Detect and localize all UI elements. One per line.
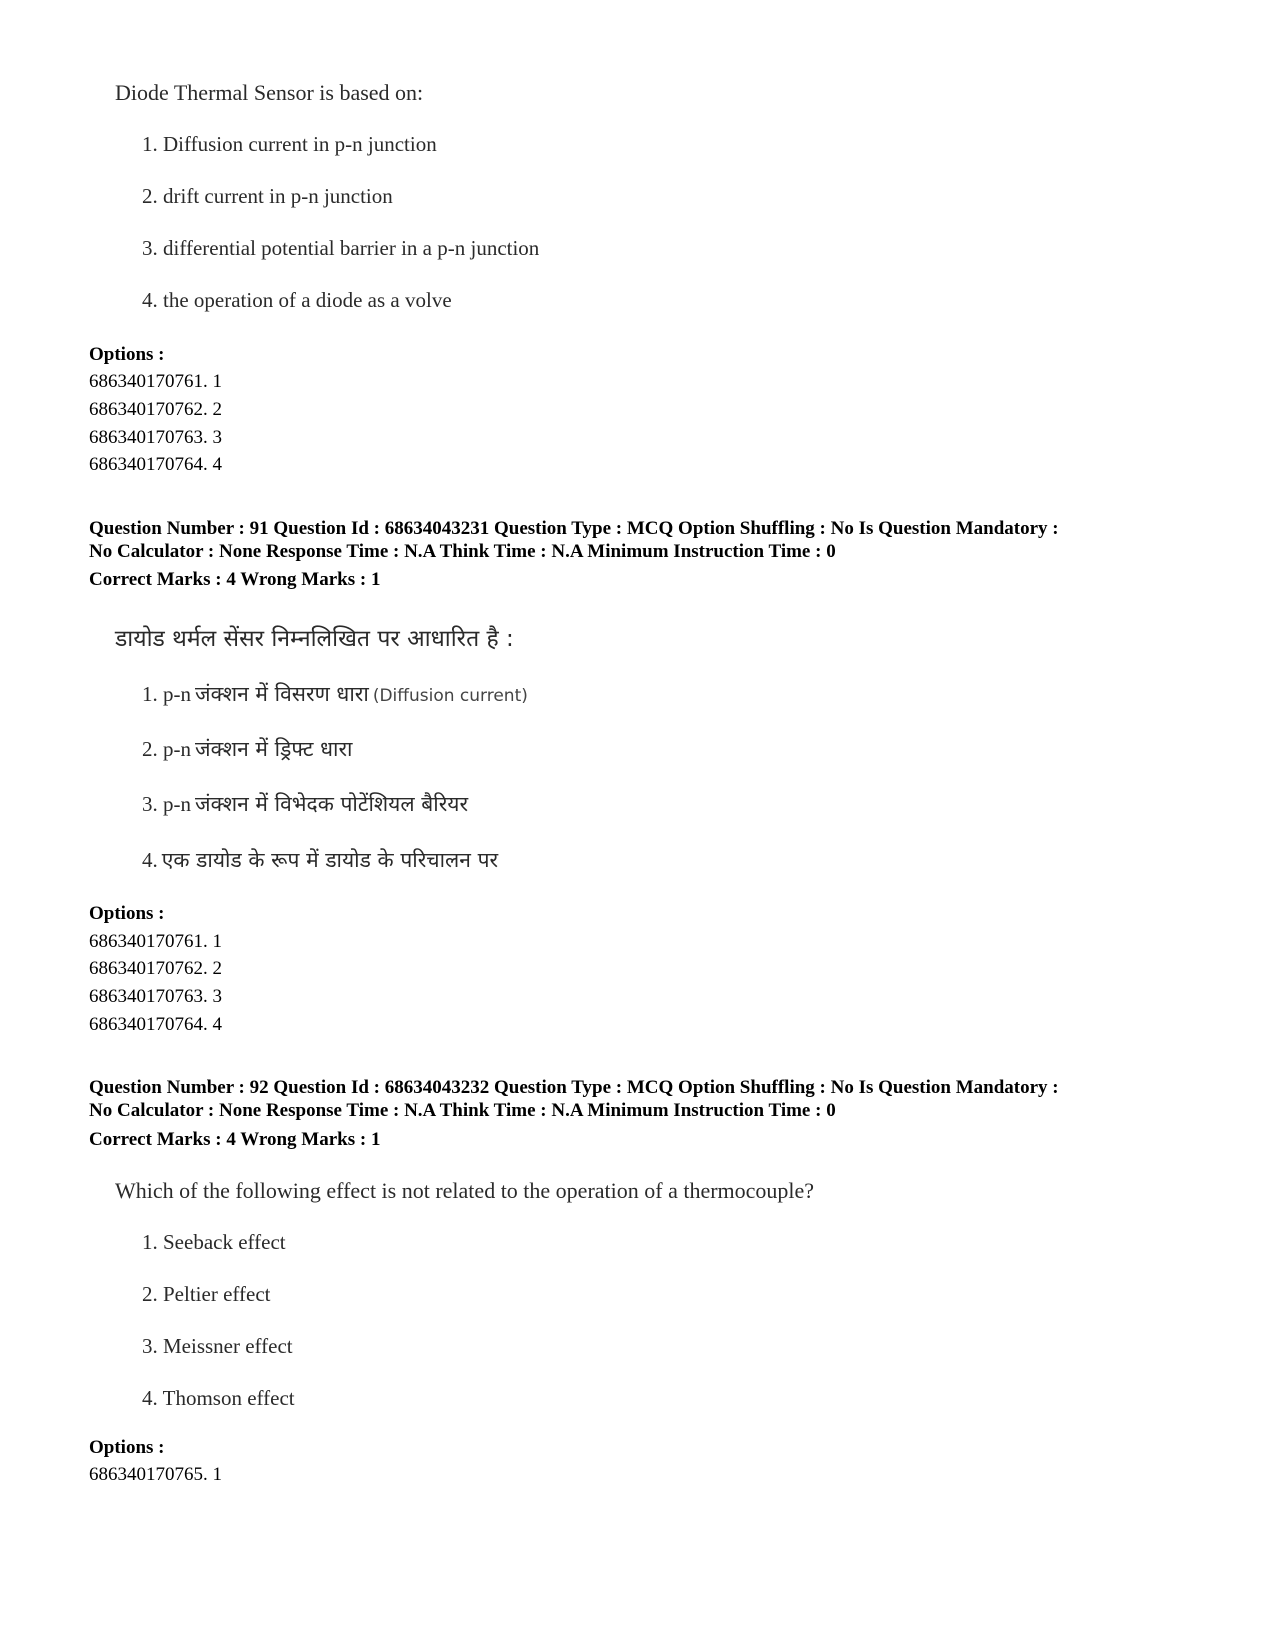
q91-item-1-text: जंक्शन में विसरण धारा: [195, 682, 369, 706]
q91-item-3-text: जंक्शन में विभेदक पोटेंशियल बैरियर: [195, 792, 469, 816]
q91-item-4-num: 4.: [142, 848, 158, 872]
block1-item-3: 3. differential potential barrier in a p-n junction: [142, 236, 540, 260]
q91-header-line1: Question Number : 91 Question Id : 68634043231 Question Type : MCQ Option Shuffling : No Is Question Mandatory :: [89, 518, 1059, 539]
q91-item-3: [142, 790, 468, 818]
q91-option-1: 686340170761. 1: [89, 931, 222, 952]
q91-header-line2: No Calculator : None Response Time : N.A Think Time : N.A Minimum Instruction Time : 0: [89, 541, 836, 562]
q91-item-4-text: एक डायोड के रूप में डायोड के परिचालन पर: [161, 848, 499, 872]
block1-option-2: 686340170762. 2: [89, 399, 222, 420]
q91-question-text: डायोड थर्मल सेंसर निम्नलिखित पर आधारित है :: [115, 626, 514, 652]
block1-option-3: 686340170763. 3: [89, 427, 222, 448]
q92-item-2: 2. Peltier effect: [142, 1282, 271, 1306]
block1-option-1: 686340170761. 1: [89, 371, 222, 392]
block1-option-4: 686340170764. 4: [89, 454, 222, 475]
q92-marks: Correct Marks : 4 Wrong Marks : 1: [89, 1129, 381, 1150]
q91-option-3: 686340170763. 3: [89, 986, 222, 1007]
q91-item-3-num: 3. p-n: [142, 792, 191, 816]
q91-item-1: [142, 680, 528, 708]
q92-item-3: 3. Meissner effect: [142, 1334, 293, 1358]
q92-option-1: 686340170765. 1: [89, 1464, 222, 1485]
q91-item-4: [142, 846, 498, 874]
q91-item-2-text: जंक्शन में ड्रिफ्ट धारा: [195, 737, 353, 761]
block1-question-text: Diode Thermal Sensor is based on:: [115, 80, 424, 105]
q92-question-text: Which of the following effect is not related to the operation of a thermocouple?: [115, 1178, 815, 1203]
block1-item-2: 2. drift current in p-n junction: [142, 184, 393, 208]
q92-header-line1: Question Number : 92 Question Id : 68634043232 Question Type : MCQ Option Shuffling : No Is Question Mandatory :: [89, 1077, 1059, 1098]
block1-item-4: 4. the operation of a diode as a volve: [142, 288, 452, 312]
q91-option-2: 686340170762. 2: [89, 958, 222, 979]
block1-item-1: 1. Diffusion current in p-n junction: [142, 132, 437, 156]
q92-options-label: Options :: [89, 1437, 165, 1458]
q91-item-1-extra: (Diffusion current): [372, 686, 528, 706]
q91-options-label: Options :: [89, 903, 165, 924]
q91-marks: Correct Marks : 4 Wrong Marks : 1: [89, 569, 381, 590]
q91-item-2: [142, 735, 353, 763]
q92-item-1: 1. Seeback effect: [142, 1230, 286, 1254]
q92-item-4: 4. Thomson effect: [142, 1386, 295, 1410]
q92-header-line2: No Calculator : None Response Time : N.A Think Time : N.A Minimum Instruction Time : 0: [89, 1100, 836, 1121]
q91-item-1-num: 1. p-n: [142, 682, 191, 706]
q91-option-4: 686340170764. 4: [89, 1014, 222, 1035]
q91-item-2-num: 2. p-n: [142, 737, 191, 761]
block1-options-label: Options :: [89, 344, 165, 365]
